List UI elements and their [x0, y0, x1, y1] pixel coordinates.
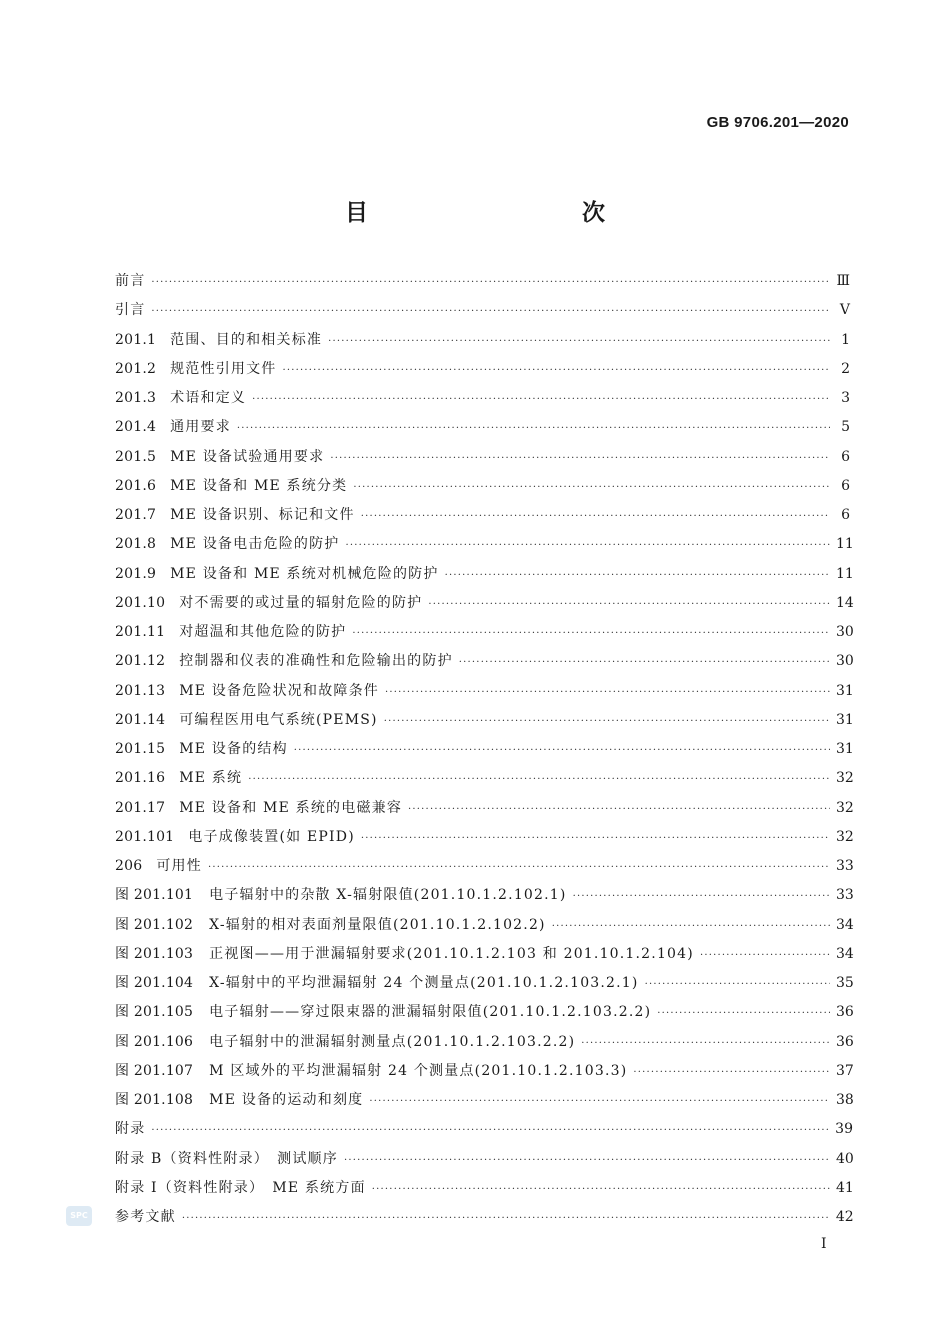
toc-entry-label: X-辐射的相对表面剂量限值(201.10.1.2.102.2): [209, 916, 546, 933]
toc-entry-page: 39: [835, 1121, 853, 1138]
toc-entry[interactable]: [115, 504, 850, 533]
publisher-logo-icon: SPC: [66, 1206, 92, 1226]
dot-leader: [428, 599, 830, 610]
toc-entry[interactable]: [115, 1177, 854, 1206]
toc-entry[interactable]: [115, 709, 854, 738]
toc-entry[interactable]: [115, 738, 854, 767]
toc-entry[interactable]: [115, 972, 854, 1001]
toc-entry-label: ME 设备危险状况和故障条件: [179, 682, 379, 699]
toc-entry-label: ME 设备识别、标记和文件: [170, 507, 355, 523]
toc-entry-label: 引言: [115, 302, 146, 319]
toc-entry-page: 42: [835, 1209, 854, 1225]
toc-entry-page: 35: [836, 975, 854, 991]
dot-leader: [353, 482, 830, 493]
dot-leader: [552, 921, 830, 932]
dot-leader: [573, 891, 830, 902]
dot-leader: [361, 511, 830, 522]
toc-entry-label: M 区域外的平均泄漏辐射 24 个测量点(201.10.1.2.103.3): [209, 1062, 628, 1079]
toc-entry[interactable]: [115, 797, 854, 826]
toc-entry[interactable]: [115, 533, 854, 562]
toc-entry-page: 2: [841, 360, 850, 377]
toc-entry-number: 201.5: [115, 448, 157, 465]
dot-leader: [352, 628, 830, 639]
toc-entry[interactable]: [115, 358, 850, 387]
toc-entry[interactable]: [115, 1118, 853, 1147]
toc-entry-label: X-辐射中的平均泄漏辐射 24 个测量点(201.10.1.2.103.2.1): [209, 975, 639, 991]
toc-entry-number: 201.11: [115, 624, 166, 640]
toc-entry-number: 201.13: [115, 682, 166, 699]
dot-leader: [346, 540, 831, 551]
toc-entry-number: 201.101: [115, 828, 175, 845]
toc-entry-number: 201.10: [115, 594, 166, 611]
dot-leader: [294, 745, 830, 756]
dot-leader: [328, 336, 830, 347]
toc-entry[interactable]: [115, 1001, 854, 1030]
dot-leader: [384, 716, 830, 727]
toc-entry-page: 34: [836, 916, 854, 933]
toc-entry-label: 前言: [115, 273, 146, 289]
table-of-contents: [115, 270, 854, 1235]
toc-entry-number: 图 201.106: [115, 1033, 194, 1050]
dot-leader: [633, 1067, 830, 1078]
dot-leader: [369, 1096, 830, 1107]
dot-leader: [445, 570, 830, 581]
toc-entry-number: 201.4: [115, 419, 157, 436]
toc-entry-number: 201.8: [115, 536, 157, 553]
toc-entry-page: 31: [836, 711, 854, 728]
toc-entry[interactable]: [115, 1089, 854, 1118]
toc-entry[interactable]: [115, 914, 854, 943]
dot-leader: [283, 365, 831, 376]
toc-entry-page: 41: [836, 1179, 854, 1196]
toc-entry-page: 32: [836, 770, 854, 787]
toc-entry-page: 36: [836, 1033, 854, 1050]
toc-entry-number: 图 201.103: [115, 945, 194, 962]
toc-entry-page: 6: [841, 477, 850, 494]
toc-entry-number: 201.15: [115, 741, 166, 757]
toc-entry-page: 33: [836, 887, 854, 904]
toc-entry[interactable]: [115, 387, 850, 416]
toc-entry-page: 34: [836, 945, 854, 962]
page-title: 目 次: [345, 200, 661, 226]
toc-entry-number: 图 201.105: [115, 1004, 194, 1021]
toc-entry[interactable]: [115, 1060, 854, 1089]
toc-entry-label: 参考文献: [115, 1209, 176, 1225]
toc-entry[interactable]: [115, 329, 850, 358]
dot-leader: [459, 657, 830, 668]
toc-entry[interactable]: [115, 884, 854, 913]
dot-leader: [248, 774, 830, 785]
toc-entry-page: 3: [841, 390, 850, 406]
dot-leader: [151, 1125, 829, 1136]
toc-entry-page: 36: [836, 1004, 854, 1021]
toc-entry-page: 11: [836, 536, 854, 553]
toc-entry-number: 图 201.101: [115, 887, 194, 904]
toc-entry[interactable]: [115, 1206, 854, 1235]
toc-entry-label: ME 设备电击危险的防护: [170, 536, 340, 553]
toc-entry-label: 规范性引用文件: [170, 360, 277, 377]
toc-entry[interactable]: [115, 767, 854, 796]
toc-entry-page: 6: [841, 448, 850, 465]
toc-entry[interactable]: [115, 1031, 854, 1060]
dot-leader: [330, 453, 830, 464]
toc-entry-label: 控制器和仪表的准确性和危险输出的防护: [179, 653, 453, 670]
toc-entry-page: 30: [836, 624, 854, 640]
dot-leader: [581, 1038, 830, 1049]
toc-entry-number: 206: [115, 858, 143, 874]
toc-entry[interactable]: [115, 563, 854, 592]
toc-entry[interactable]: [115, 446, 850, 475]
toc-entry-number: 201.14: [115, 711, 166, 728]
toc-entry-number: 201.16: [115, 770, 166, 787]
toc-entry-label: 电子辐射——穿过限束器的泄漏辐射限值(201.10.1.2.103.2.2): [209, 1004, 652, 1021]
dot-leader: [385, 687, 830, 698]
toc-entry[interactable]: [115, 826, 854, 855]
standard-code: GB 9706.201—2020: [706, 114, 849, 131]
toc-entry-number: 201.12: [115, 653, 166, 670]
toc-entry-label: 正视图——用于泄漏辐射要求(201.10.1.2.103 和 201.10.1.2.104): [209, 945, 694, 962]
toc-entry-label: 可用性: [156, 858, 202, 874]
toc-entry-label: 附录 B（资料性附录） 测试顺序: [115, 1150, 338, 1167]
toc-entry[interactable]: [115, 270, 850, 299]
dot-leader: [252, 394, 830, 405]
toc-entry[interactable]: [115, 650, 854, 679]
toc-entry-label: 附录: [115, 1121, 146, 1138]
toc-entry-label: 电子辐射中的泄漏辐射测量点(201.10.1.2.103.2.2): [209, 1033, 576, 1050]
toc-entry-number: 图 201.107: [115, 1062, 194, 1079]
toc-entry-page: Ⅲ: [836, 273, 850, 289]
toc-entry-label: ME 设备的结构: [179, 741, 288, 757]
toc-entry[interactable]: [115, 855, 854, 884]
toc-entry[interactable]: [115, 475, 850, 504]
toc-entry[interactable]: [115, 943, 854, 972]
dot-leader: [151, 306, 830, 317]
dot-leader: [645, 979, 830, 990]
toc-entry-label: ME 设备和 ME 系统分类: [170, 477, 348, 494]
toc-entry-page: Ⅴ: [839, 302, 850, 319]
toc-entry-label: ME 设备和 ME 系统的电磁兼容: [179, 799, 403, 816]
toc-entry-page: 30: [836, 653, 854, 670]
toc-entry[interactable]: [115, 621, 854, 650]
toc-entry-page: 32: [836, 828, 854, 845]
toc-entry[interactable]: [115, 680, 854, 709]
toc-entry-number: 图 201.108: [115, 1092, 194, 1108]
dot-leader: [208, 862, 830, 873]
toc-entry-number: 201.3: [115, 390, 157, 406]
toc-entry-page: 40: [836, 1150, 854, 1167]
toc-entry-page: 1: [841, 331, 850, 348]
dot-leader: [372, 1184, 830, 1195]
toc-entry[interactable]: [115, 299, 850, 328]
dot-leader: [151, 277, 830, 288]
toc-entry-number: 201.6: [115, 477, 157, 494]
toc-entry-label: 电子辐射中的杂散 X-辐射限值(201.10.1.2.102.1): [209, 887, 567, 904]
toc-entry-label: 可编程医用电气系统(PEMS): [179, 711, 378, 728]
toc-entry-page: 32: [836, 799, 854, 816]
toc-entry[interactable]: [115, 1148, 854, 1177]
toc-entry-page: 31: [836, 741, 854, 757]
dot-leader: [408, 804, 830, 815]
toc-entry-page: 14: [836, 594, 854, 611]
toc-entry-label: 对超温和其他危险的防护: [179, 624, 347, 640]
toc-entry-number: 图 201.102: [115, 916, 194, 933]
toc-entry-page: 5: [841, 419, 850, 436]
toc-entry-label: 范围、目的和相关标准: [170, 331, 323, 348]
toc-entry-page: 38: [836, 1092, 854, 1108]
toc-entry-label: 对不需要的或过量的辐射危险的防护: [179, 594, 423, 611]
dot-leader: [344, 1155, 830, 1166]
dot-leader: [657, 1008, 830, 1019]
dot-leader: [182, 1213, 830, 1224]
toc-entry-number: 201.2: [115, 360, 157, 377]
toc-entry-page: 33: [836, 858, 854, 874]
toc-entry-label: 附录 I（资料性附录） ME 系统方面: [115, 1179, 366, 1196]
toc-entry-number: 201.9: [115, 565, 157, 582]
dot-leader: [237, 423, 830, 434]
toc-entry-label: ME 设备和 ME 系统对机械危险的防护: [170, 565, 439, 582]
toc-entry-label: ME 设备的运动和刻度: [209, 1092, 364, 1108]
toc-entry[interactable]: [115, 592, 854, 621]
toc-entry-page: 11: [836, 565, 854, 582]
toc-entry[interactable]: [115, 416, 850, 445]
toc-entry-page: 31: [836, 682, 854, 699]
toc-entry-page: 6: [841, 507, 850, 523]
toc-entry-label: ME 设备试验通用要求: [170, 448, 325, 465]
toc-entry-number: 201.7: [115, 507, 157, 523]
toc-entry-label: 术语和定义: [170, 390, 247, 406]
toc-entry-number: 201.17: [115, 799, 166, 816]
dot-leader: [700, 950, 830, 961]
toc-entry-number: 201.1: [115, 331, 157, 348]
dot-leader: [361, 833, 830, 844]
toc-entry-label: 通用要求: [170, 419, 231, 436]
toc-entry-page: 37: [836, 1062, 854, 1079]
toc-entry-label: ME 系统: [179, 770, 243, 787]
toc-entry-number: 图 201.104: [115, 975, 194, 991]
footer-page-number: Ⅰ: [821, 1236, 827, 1252]
toc-entry-label: 电子成像装置(如 EPID): [188, 828, 355, 845]
